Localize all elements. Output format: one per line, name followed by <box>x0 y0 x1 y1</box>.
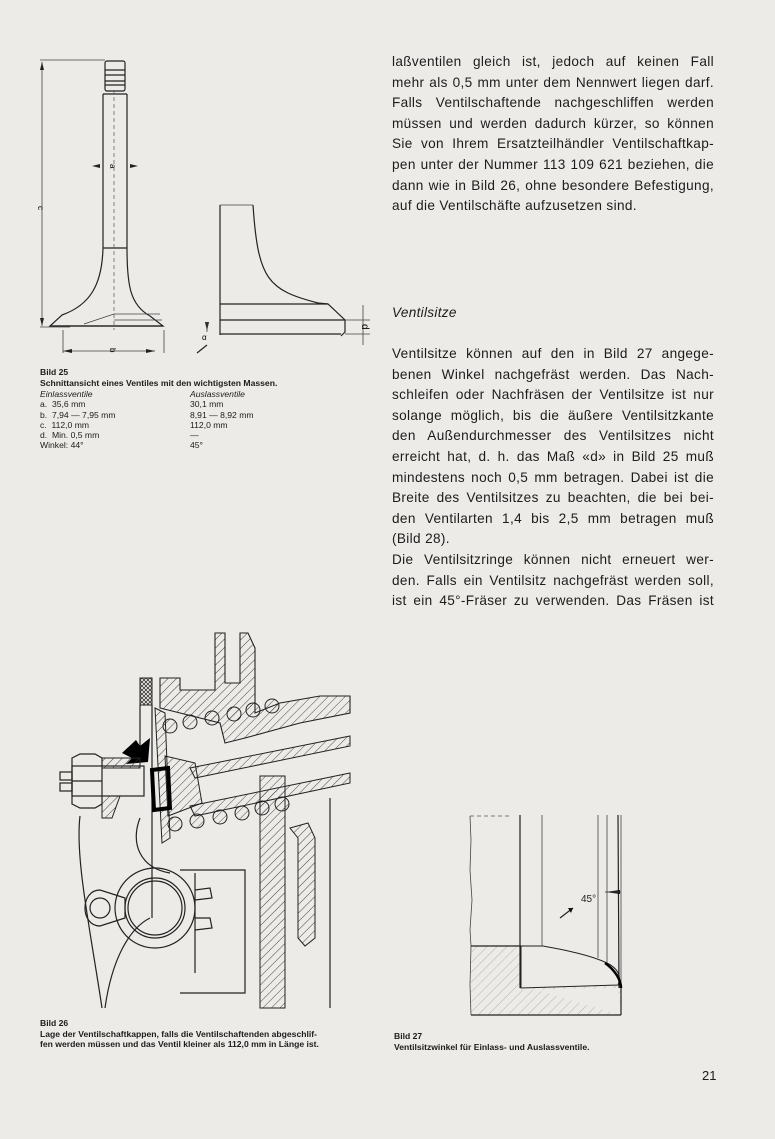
text-line: mindestens noch 0,5 mm betragen. Dabei ist die <box>392 469 714 485</box>
exhaust-value: 45° <box>190 440 203 451</box>
text-line: den Ventilarten 1,4 bis 2,5 mm betragen muß <box>392 510 714 526</box>
gasket <box>140 678 152 705</box>
paragraph-valve-seats <box>392 344 714 612</box>
column-header-exhaust: Auslassventile <box>190 389 245 400</box>
row-label: a. <box>40 399 48 410</box>
text-line: Ventilsitze können auf den in Bild 27 angege- <box>392 346 714 361</box>
figure-26-caption <box>40 1018 370 1050</box>
text-line: mehr als 0,5 mm unter dem Nennwert liegen darf. <box>392 74 714 90</box>
figure-27-caption <box>394 1031 694 1052</box>
figure-27-title: Ventilsitzwinkel für Einlass- und Auslassventile. <box>394 1041 590 1052</box>
spec-table-row <box>40 410 254 420</box>
figure-27-seat-angle-drawing <box>455 810 635 1020</box>
dimension-label-c: c <box>36 206 45 210</box>
inlet-value: 7,94 — 7,95 mm <box>51 409 116 420</box>
spec-table-row <box>40 440 254 450</box>
figure-26-caption-line: fen werden müssen und das Ventil kleiner als 112,0 mm in Länge ist. <box>40 1039 319 1050</box>
text-line: Sie von Ihrem Ersatzteilhändler Ventilschaftkap- <box>392 136 714 152</box>
text-line: auf die Ventilschäfte aufzusetzen sind. <box>392 198 637 214</box>
figure-26-number: Bild 26 <box>40 1018 69 1028</box>
column-header-inlet: Einlassventile <box>40 389 93 400</box>
spec-table-row <box>40 420 254 430</box>
spec-table-row <box>40 399 254 409</box>
paragraph-valve-stem-caps <box>392 52 714 217</box>
text-line: ist ein 45°-Fräser zu verwenden. Das Fräsen ist <box>392 593 714 609</box>
row-label: Winkel: <box>40 440 69 451</box>
text-line: den Außendurchmesser des Ventilsitzes nicht <box>392 428 714 444</box>
row-label: c. <box>40 419 47 430</box>
text-line: müssen und werden dadurch kürzer, so können <box>392 115 714 131</box>
text-line: den. Falls ein Ventilsitz nachgefräst werden soll, <box>392 572 714 588</box>
exhaust-value: 8,91 — 8,92 mm <box>190 409 254 420</box>
dimension-label-a: a <box>108 164 117 169</box>
text-line: erreicht hat, d. h. das Maß «d» in Bild 25 muß <box>392 448 714 464</box>
exhaust-value: 112,0 mm <box>190 419 228 430</box>
exhaust-value: 30,1 mm <box>190 399 224 410</box>
text-line: dann wie in Bild 26, ohne besondere Befestigung, <box>392 177 714 193</box>
spec-table-header <box>40 389 254 399</box>
text-line: benen Winkel nachgefräst werden. Das Nach- <box>392 366 714 382</box>
figure-25-title: Schnittansicht eines Ventiles mit den wichtigsten Massen. <box>40 377 278 388</box>
text-line: solange möglich, bis die äußere Ventilsitzkante <box>392 407 714 423</box>
page-number: 21 <box>702 1068 717 1083</box>
figure-25-spec-table <box>40 389 254 450</box>
text-line: Die Ventilsitzringe können nicht erneuert wer- <box>392 551 714 567</box>
inlet-value: 112,0 mm <box>51 419 90 430</box>
section-heading-ventilsitze: Ventilsitze <box>392 305 457 320</box>
text-line: Falls Ventilschaftende nachgeschliffen werden <box>392 95 714 111</box>
text-line: Breite des Ventilsitzes zu beachten, die bei bei- <box>392 490 714 506</box>
figure-27-number: Bild 27 <box>394 1031 423 1041</box>
row-label: b. <box>40 409 48 420</box>
figure-25-caption <box>40 367 340 450</box>
figure-25-number: Bild 25 <box>40 367 69 377</box>
row-label: d. <box>40 430 48 440</box>
angle-label-45: 45° <box>581 894 597 905</box>
figure-26-cylinder-head-drawing <box>40 628 360 1008</box>
inlet-value: 35,6 mm <box>51 399 86 410</box>
rocker-shaft <box>115 868 195 948</box>
text-line: schleifen oder Nachfräsen der Ventilsitze ist nur <box>392 387 714 403</box>
exhaust-value: — <box>190 430 199 440</box>
figure-26-caption-line: Lage der Ventilschaftkappen, falls die Ventilschaftenden abgeschlif- <box>40 1028 317 1039</box>
text-line: laßventilen gleich ist, jedoch auf keinen Fall <box>392 54 714 69</box>
dimension-label-angle: α <box>202 333 207 342</box>
dimension-label-d: d <box>359 324 370 330</box>
figure-25-valve-drawing <box>30 50 370 370</box>
dimension-label-b: b <box>108 348 117 353</box>
inlet-value: 44° <box>70 440 84 451</box>
spec-table-row <box>40 430 254 440</box>
inlet-value: Min. 0,5 mm <box>51 430 100 440</box>
text-line: (Bild 28). <box>392 531 450 547</box>
text-line: pen unter der Nummer 113 109 621 beziehen, die <box>392 156 714 172</box>
